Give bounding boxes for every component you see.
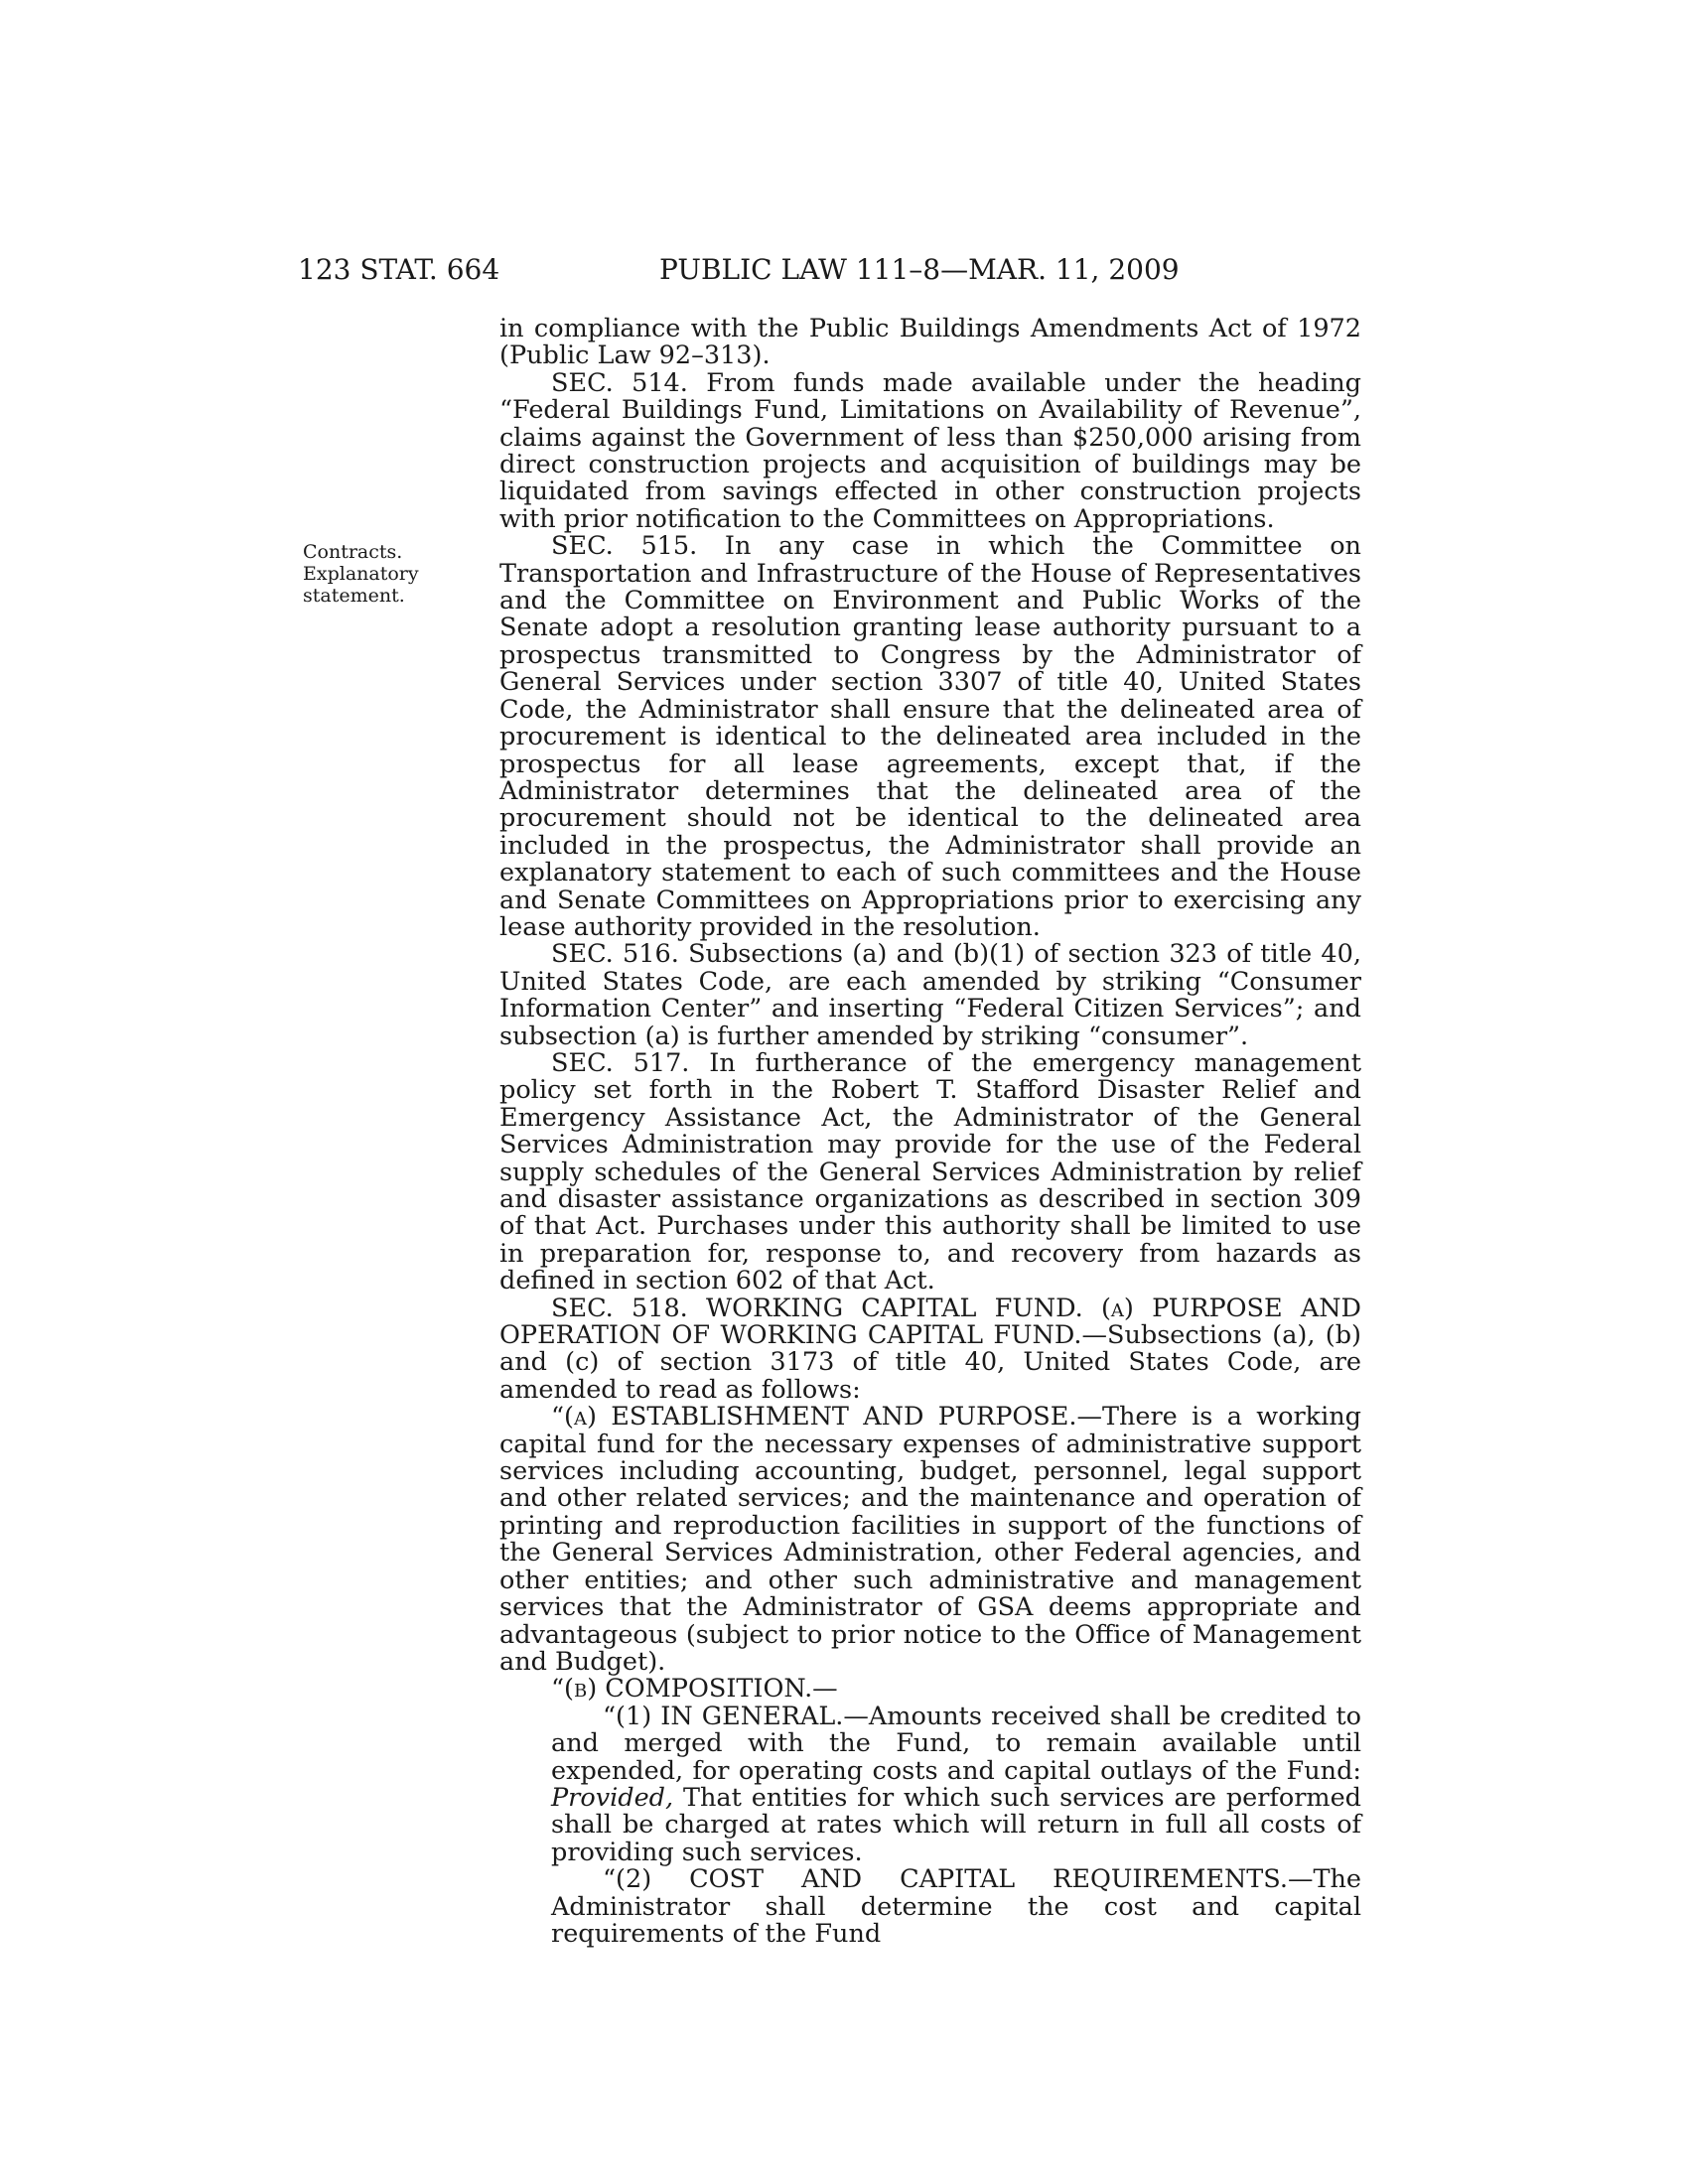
subsection-a (499, 1404, 1361, 1676)
section-516 (499, 941, 1361, 1050)
section-517 (499, 1047, 1361, 1297)
section-518 (499, 1293, 1361, 1405)
body-text (499, 316, 1361, 1948)
page-header (298, 250, 1366, 290)
section-label: SEC. 517. (551, 1047, 690, 1078)
subsection-text: —There is a working capital fund for the necessary expenses of administrative support services including accounting, budget, personnel, legal support and other related services; and the maintenance and operation of printing and reproduction facilities in support of the functions of the General Services Administration, other Federal agencies, and other entities; and other such administrative and management services that the Administrator of GSA deems appropriate and advantageous (subject to prior notice to the Office of Management and Budget). (499, 1402, 1361, 1677)
paragraph-label: “(2) COST AND CAPITAL REQUIREMENTS. (603, 1864, 1288, 1895)
subsection-label: “(a) ESTABLISHMENT AND PURPOSE. (551, 1402, 1077, 1433)
paragraph-b1 (551, 1701, 1361, 1867)
section-text: —Subsections (a), (b) and (c) of section 3173 of title 40, United States Code, are amended to read as follows: (499, 1320, 1361, 1405)
margin-note (303, 541, 482, 607)
paragraph-text: That entities for which such services are performed shall be charged at rates which will return in full all costs of providing such services. (551, 1782, 1361, 1867)
paragraph-text: —Amounts received shall be credited to and merged with the Fund, to remain available until expended, for operating costs and capital outlays of the Fund: (551, 1701, 1361, 1786)
section-label: SEC. 514. (551, 367, 688, 398)
subsection-label: “(b) COMPOSITION.— (551, 1674, 838, 1705)
subsection-b-block (499, 1701, 1361, 1949)
section-text: In any case in which the Committee on Transportation and Infrastructure of the House of Representatives and the Committee on Environment and Public Works of the Senate adopt a resolution granting lease authority pursuant to a prospectus transmitted to Congress by the Administrator of General Services under section 3307 of title 40, United States Code, the Administrator shall ensure that the delineated area of procurement is identical to the delineated area included in the prospectus for all lease agreements, except that, if the Administrator determines that the delineated area of the procurement should not be identical to the delineated area included in the prospectus, the Administrator shall provide an explanatory statement to each of such committees and the House and Senate Committees on Appropriations prior to exercising any lease authority provided in the resolution. (499, 531, 1361, 942)
section-514 (499, 367, 1361, 534)
subsection-b (499, 1676, 1361, 1703)
paragraph-text: —The Administrator shall determine the cost and capital requirements of the Fund (551, 1864, 1361, 1949)
section-label: SEC. 515. (551, 531, 698, 562)
section-text: In furtherance of the emergency management policy set forth in the Robert T. Stafford Disaster Relief and Emergency Assistance Act, the Administrator of the General Services Administration may provide for the use of the Federal supply schedules of the General Services Administration by relief and disaster assistance organizations as described in section 309 of that Act. Purchases under this authority shall be limited to use in preparation for, response to, and recovery from hazards as defined in section 602 of that Act. (499, 1047, 1361, 1297)
section-text: From funds made available under the heading “Federal Buildings Fund, Limitations on Availability of Revenue”, claims against the Government of less than $250,000 arising from direct construction projects and acquisition of buildings may be liquidated from savings effected in other construction projects with prior notification to the Committees on Appropriations. (499, 367, 1361, 534)
section-515 (499, 533, 1361, 941)
margin-note-line: Explanatory (303, 563, 419, 585)
margin-note-line: Contracts. (303, 541, 403, 563)
paragraph-label: “(1) IN GENERAL. (603, 1701, 844, 1731)
provided-italic: Provided, (551, 1782, 674, 1813)
page-number: 123 STAT. 664 (298, 253, 500, 286)
paragraph-continuation: in compliance with the Public Buildings Amendments Act of 1972 (Public Law 92–313). (499, 314, 1361, 371)
paragraph-b2 (551, 1866, 1361, 1948)
section-label: SEC. 516. (551, 939, 679, 970)
margin-note-line: statement. (303, 585, 405, 607)
section-text: Subsections (a) and (b)(1) of section 323 of title 40, United States Code, are each amended by striking “Consumer Information Center” and inserting “Federal Citizen Services”; and subsection (a) is further amended by striking “consumer”. (499, 939, 1361, 1051)
law-title: PUBLIC LAW 111–8—MAR. 11, 2009 (659, 253, 1180, 286)
section-label: SEC. 518. WORKING CAPITAL FUND. (a) PURPOSE AND OPERATION OF WORKING CAPITAL FUND. (499, 1293, 1361, 1351)
